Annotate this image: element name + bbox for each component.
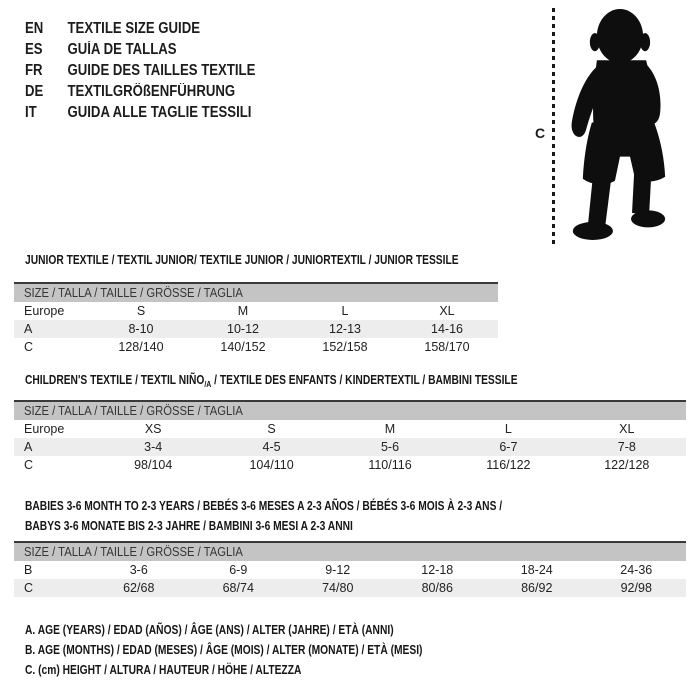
table-cell: 24-36	[620, 563, 653, 577]
language-title: GUIDE DES TAILLES TEXTILE	[67, 62, 256, 79]
table-cell: 5-6	[380, 440, 400, 454]
language-title: TEXTILGRÖßENFÜHRUNG	[67, 83, 236, 100]
language-code: IT	[25, 104, 37, 121]
table-cell: 9-12	[325, 563, 351, 577]
language-row-es	[25, 39, 255, 60]
footnote-text: C. (cm) HEIGHT / ALTURA / HAUTEUR / HÖHE / ALTEZZA	[25, 663, 302, 677]
table-cell: 110/116	[368, 458, 412, 472]
size-table-header	[14, 541, 686, 561]
section-title-text: BABYS 3-6 MONATE BIS 2-3 JAHRE / BAMBINI 3-6 MESI A 2-3 ANNI	[25, 519, 353, 533]
language-title: GUÍA DE TALLAS	[67, 41, 177, 58]
table-cell: XL	[619, 422, 635, 436]
section-title-children	[25, 370, 626, 394]
table-cell: S	[267, 422, 276, 436]
language-row-it	[25, 102, 255, 123]
footnote-list	[25, 620, 510, 680]
language-code: DE	[25, 83, 44, 100]
size-table-header-text: SIZE / TALLA / TAILLE / GRÖSSE / TAGLIA	[24, 286, 243, 300]
title-subscript: /A	[204, 379, 212, 389]
section-title-babies	[25, 496, 607, 536]
size-table-header	[14, 282, 498, 302]
table-cell: 98/104	[134, 458, 173, 472]
section-title-text	[25, 370, 518, 394]
section-title-junior	[25, 250, 554, 270]
table-cell: 8-10	[128, 322, 154, 336]
children-size-table	[14, 400, 686, 474]
table-cell: 68/74	[222, 581, 254, 595]
table-cell: S	[136, 304, 146, 318]
table-cell: 62/68	[123, 581, 155, 595]
babies-size-table	[14, 541, 686, 597]
language-code: EN	[25, 20, 44, 37]
row-label: B	[24, 563, 33, 577]
table-cell: 74/80	[322, 581, 354, 595]
size-table-header-text: SIZE / TALLA / TAILLE / GRÖSSE / TAGLIA	[24, 404, 243, 418]
height-dashed-line	[552, 8, 555, 246]
table-row	[14, 320, 498, 338]
table-row	[14, 438, 686, 456]
size-table-header	[14, 400, 686, 420]
language-row-fr	[25, 60, 255, 81]
row-label: A	[24, 440, 33, 454]
language-title: TEXTILE SIZE GUIDE	[67, 20, 201, 37]
table-cell: 158/170	[424, 340, 470, 354]
table-cell: M	[237, 304, 249, 318]
table-row	[14, 302, 498, 320]
size-table-header-text: SIZE / TALLA / TAILLE / GRÖSSE / TAGLIA	[24, 545, 243, 559]
language-row-en	[25, 18, 255, 39]
language-row-de	[25, 81, 255, 102]
table-cell: 122/128	[604, 458, 650, 472]
language-title: GUIDA ALLE TAGLIE TESSILI	[67, 104, 252, 121]
row-label: C	[24, 581, 34, 595]
row-label: Europe	[24, 422, 65, 436]
row-label: A	[24, 322, 33, 336]
table-cell: 10-12	[227, 322, 259, 336]
footnote-a	[25, 620, 510, 640]
footnote-text: A. AGE (YEARS) / EDAD (AÑOS) / ÂGE (ANS) / ALTER (JAHRE) / ETÀ (ANNI)	[25, 623, 394, 637]
height-measure-label: C	[534, 125, 546, 141]
table-cell: 80/86	[421, 581, 453, 595]
table-cell: XL	[439, 304, 455, 318]
table-row	[14, 420, 686, 438]
row-label: C	[24, 458, 34, 472]
table-cell: 92/98	[620, 581, 652, 595]
language-title-list	[25, 18, 296, 123]
table-cell: 4-5	[262, 440, 281, 454]
table-cell: 86/92	[521, 581, 553, 595]
table-row	[14, 561, 686, 579]
table-cell: 7-8	[617, 440, 636, 454]
section-title-text: BABIES 3-6 MONTH TO 2-3 YEARS / BEBÉS 3-6 MESES A 2-3 AÑOS / BÉBÉS 3-6 MOIS À 2-3 ANS /	[25, 499, 503, 513]
table-cell: 128/140	[118, 340, 164, 354]
section-title-text: JUNIOR TEXTILE / TEXTIL JUNIOR/ TEXTILE JUNIOR / JUNIORTEXTIL / JUNIOR TESSILE	[25, 253, 459, 267]
junior-size-table	[14, 282, 498, 356]
table-cell: 6-9	[229, 563, 248, 577]
row-label: C	[24, 340, 34, 354]
table-row	[14, 579, 686, 597]
title-part: CHILDREN'S TEXTILE / TEXTIL NIÑO	[25, 373, 205, 387]
table-cell: 140/152	[220, 340, 266, 354]
table-cell: 12-13	[329, 322, 361, 336]
table-cell: M	[384, 422, 396, 436]
table-cell: XS	[144, 422, 162, 436]
table-cell: 6-7	[499, 440, 518, 454]
table-cell: 18-24	[520, 563, 553, 577]
table-row	[14, 456, 686, 474]
baby-silhouette-icon	[559, 6, 695, 245]
footnote-b	[25, 640, 510, 660]
table-cell: 104/110	[249, 458, 294, 472]
row-label: Europe	[24, 304, 65, 318]
table-cell: L	[504, 422, 512, 436]
table-cell: 12-18	[421, 563, 454, 577]
table-cell: 3-6	[129, 563, 148, 577]
language-code: ES	[25, 41, 43, 58]
footnote-text: B. AGE (MONTHS) / EDAD (MESES) / ÂGE (MOIS) / ALTER (MONATE) / ETÀ (MESI)	[25, 643, 423, 657]
footnote-c	[25, 660, 510, 680]
table-cell: 3-4	[144, 440, 163, 454]
table-row	[14, 338, 498, 356]
table-cell: 14-16	[431, 322, 463, 336]
table-cell: L	[341, 304, 349, 318]
title-part: / TEXTILE DES ENFANTS / KINDERTEXTIL / BAMBINI TESSILE	[211, 373, 518, 387]
language-code: FR	[25, 62, 43, 79]
table-cell: 116/122	[486, 458, 531, 472]
table-cell: 152/158	[322, 340, 368, 354]
